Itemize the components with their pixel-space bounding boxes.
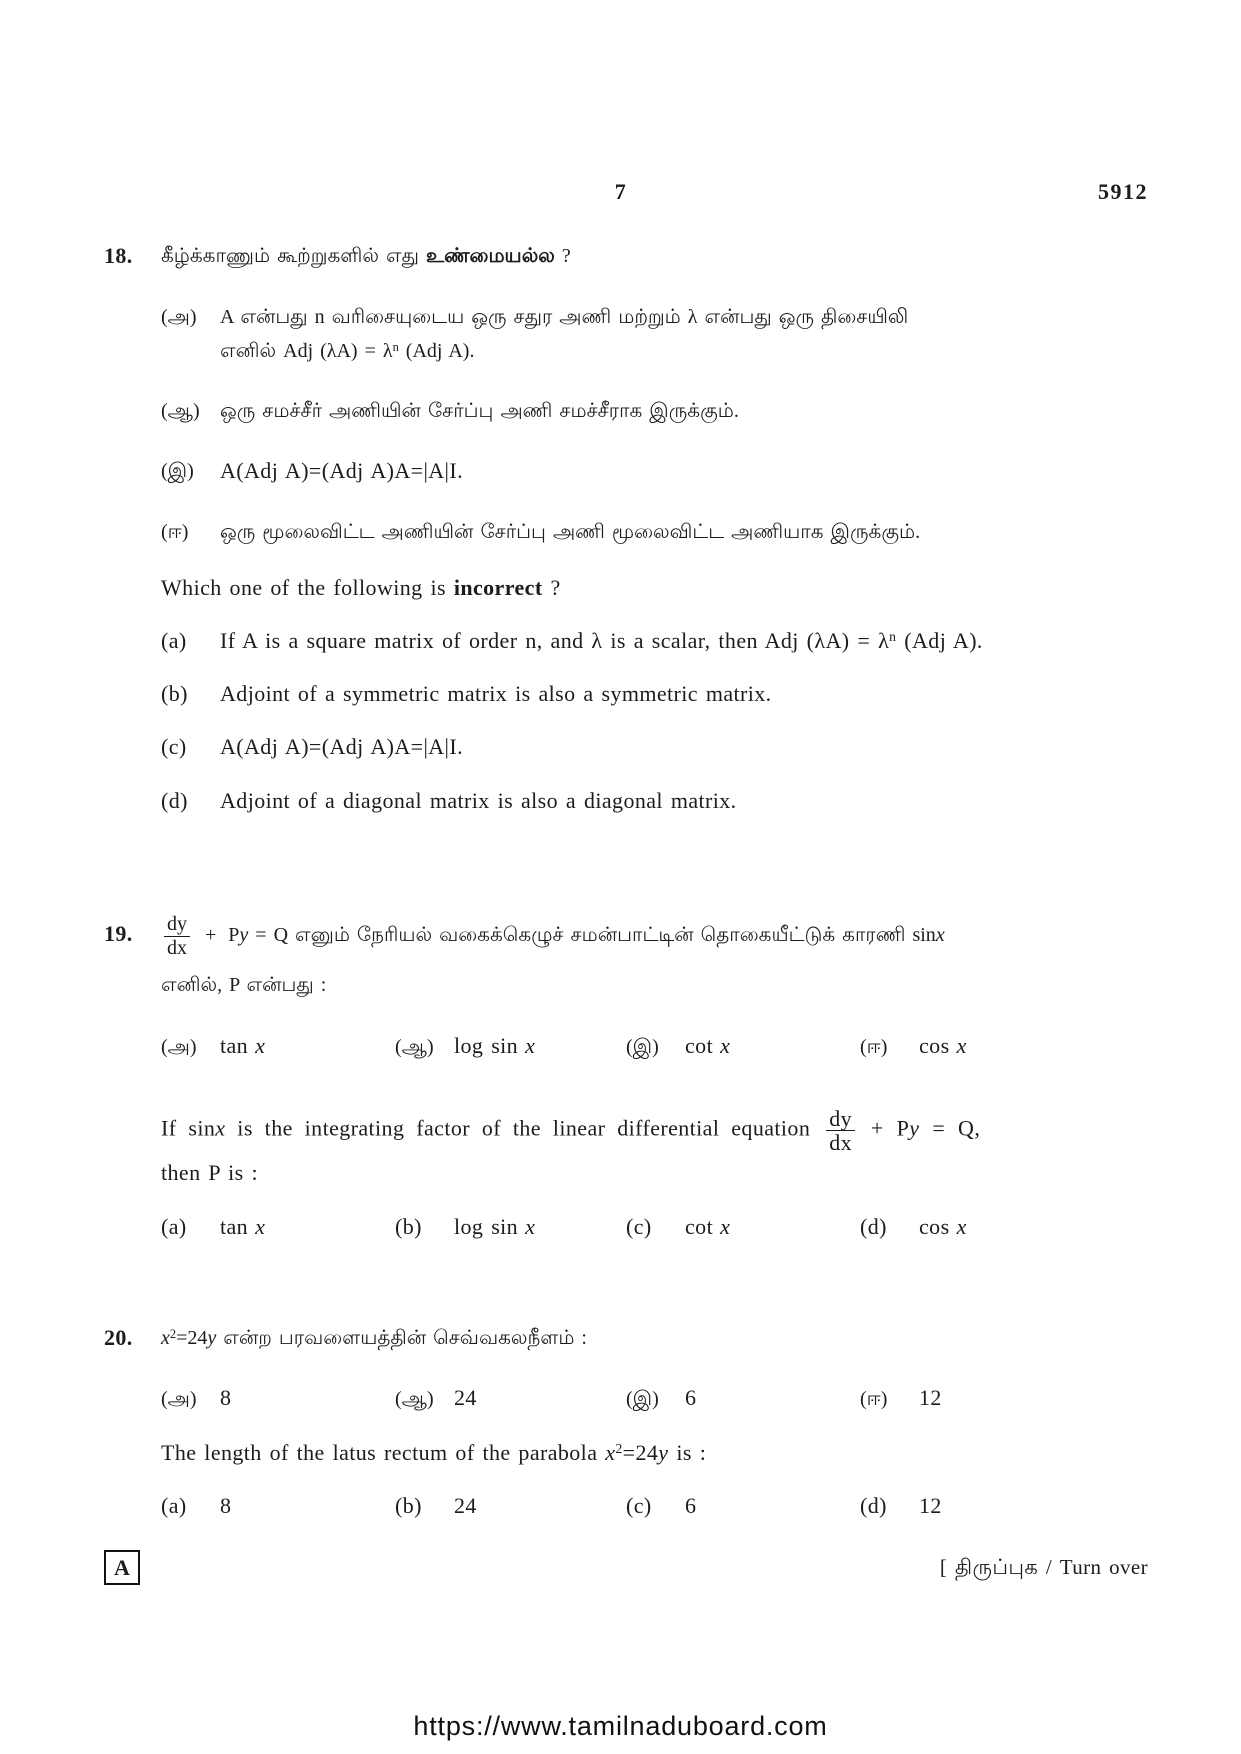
option-value: 12 — [919, 1493, 942, 1518]
paper-code: 5912 — [1098, 179, 1148, 204]
option — [395, 1033, 535, 1060]
option — [626, 1214, 730, 1240]
option-label: (b) — [395, 1493, 422, 1518]
turn-over-note: [ திருப்புக / Turn over — [939, 1555, 1148, 1579]
option-variable: x — [956, 1214, 967, 1239]
option — [161, 1385, 231, 1412]
question-20-english — [161, 1440, 706, 1466]
option-label: (d) — [161, 788, 188, 813]
option-function: log sin — [454, 1033, 519, 1058]
option-value: 24 — [454, 1385, 477, 1410]
question-text-continued: then P is : — [161, 1160, 258, 1185]
option — [860, 1385, 942, 1412]
option-label: (ஆ) — [161, 400, 200, 422]
series-box: A — [104, 1550, 140, 1585]
option-value: 12 — [919, 1385, 942, 1410]
question-number-18: 18. — [104, 243, 133, 268]
question-emphasis: உண்மையல்ல — [425, 245, 555, 267]
option-text: ஒரு சமச்சீர் அணியின் சேர்ப்பு அணி சமச்சீராக இருக்கும். — [220, 400, 739, 422]
question-number-19: 19. — [104, 921, 133, 946]
superscript: n — [889, 629, 897, 645]
option-value: 8 — [220, 1493, 232, 1518]
option-value: 6 — [685, 1385, 697, 1410]
equation-text: =24 — [622, 1440, 659, 1465]
question-text: ? — [542, 575, 561, 600]
option-label: (ஈ) — [161, 521, 189, 543]
option — [161, 1033, 265, 1060]
option-label: (அ) — [161, 306, 197, 328]
option-label: (d) — [860, 1214, 887, 1239]
question-text: is the integrating factor of the linear differential equation — [225, 1115, 811, 1141]
fraction-denominator: dx — [826, 1130, 855, 1154]
option — [395, 1385, 477, 1412]
variable: y — [207, 1327, 217, 1349]
derivative-fraction — [164, 913, 190, 960]
option-function: tan — [220, 1214, 249, 1239]
superscript: n — [392, 339, 399, 354]
question-20-tamil — [161, 1325, 587, 1351]
variable: x — [161, 1327, 170, 1349]
option-text-part: If A is a square matrix of order n, and λ is a scalar, then Adj (λA) = λ — [220, 628, 890, 653]
question-text: ? — [554, 245, 571, 267]
option-variable: x — [255, 1214, 266, 1239]
option-label: (ஆ) — [395, 1036, 434, 1058]
option-label: (ஈ) — [860, 1036, 888, 1058]
option-label: (c) — [161, 734, 187, 759]
option-label: (b) — [161, 681, 188, 706]
option-variable: x — [525, 1033, 536, 1058]
option-value: 8 — [220, 1385, 232, 1410]
question-text: = Q எனும் நேரியல் வகைக்கெழுச் சமன்பாட்டின் தொகையீட்டுக் காரணி sin — [248, 924, 936, 947]
option-label: (c) — [626, 1214, 652, 1239]
superscript: 2 — [615, 1441, 623, 1457]
equation-text: =24 — [176, 1327, 208, 1349]
option-label: (d) — [860, 1493, 887, 1518]
equation-text: = Q, — [919, 1115, 981, 1141]
option — [626, 1033, 730, 1060]
option-text: A(Adj A)=(Adj A)A=|A|I. — [220, 734, 463, 759]
option-label: (அ) — [161, 1388, 197, 1410]
option-label: (a) — [161, 1214, 187, 1239]
question-text: If sin — [161, 1115, 216, 1141]
option-text-part: (Adj A). — [896, 628, 983, 653]
question-19-tamil — [161, 913, 1171, 960]
option — [626, 1385, 696, 1412]
fraction-numerator: dy — [167, 913, 187, 935]
question-number-20: 20. — [104, 1325, 133, 1350]
option-text: ஒரு மூலைவிட்ட அணியின் சேர்ப்பு அணி மூலைவிட்ட அணியாக இருக்கும். — [220, 521, 921, 543]
option — [860, 1214, 967, 1240]
question-19-english — [161, 1107, 980, 1154]
equation-text: + P — [193, 924, 240, 947]
option-value: 24 — [454, 1493, 477, 1518]
option-text: Adjoint of a symmetric matrix is also a symmetric matrix. — [220, 681, 772, 706]
option — [161, 1214, 265, 1240]
option-variable: x — [720, 1214, 731, 1239]
option — [161, 1493, 231, 1519]
question-text: கீழ்க்காணும் கூற்றுகளில் எது — [161, 245, 426, 267]
derivative-fraction — [826, 1107, 855, 1154]
option-text: Adjoint of a diagonal matrix is also a diagonal matrix. — [220, 788, 737, 813]
option-label: (ஈ) — [860, 1388, 888, 1410]
question-emphasis: incorrect — [453, 575, 543, 600]
question-text: The length of the latus rectum of the parabola — [161, 1440, 606, 1465]
variable: x — [935, 924, 945, 947]
option-function: cot — [685, 1033, 714, 1058]
option-value: 6 — [685, 1493, 697, 1518]
option-label: (இ) — [626, 1036, 659, 1058]
question-text: is : — [668, 1440, 707, 1465]
variable: y — [658, 1440, 669, 1465]
question-18-english — [161, 575, 561, 601]
question-text-continued: எனில், P என்பது : — [161, 974, 327, 996]
option-text-continued — [220, 338, 474, 364]
source-url: https://www.tamilnaduboard.com — [413, 1711, 828, 1741]
question-text: Which one of the following is — [161, 575, 454, 600]
option-text: எனில் Adj (λA) = λ — [220, 340, 393, 362]
option-label: (b) — [395, 1214, 422, 1239]
option-text: A(Adj A)=(Adj A)A=|A|I. — [220, 458, 463, 483]
equation-text: + P — [858, 1115, 910, 1141]
option-variable: x — [255, 1033, 266, 1058]
option-variable: x — [720, 1033, 731, 1058]
option-label: (ஆ) — [395, 1388, 434, 1410]
option-label: (a) — [161, 1493, 187, 1518]
variable: y — [909, 1115, 920, 1141]
option-label: (இ) — [161, 460, 194, 482]
fraction-numerator: dy — [829, 1106, 853, 1131]
option-text — [220, 628, 983, 654]
option-variable: x — [525, 1214, 536, 1239]
page-number: 7 — [614, 179, 627, 204]
option-function: cos — [919, 1033, 950, 1058]
option-variable: x — [956, 1033, 967, 1058]
variable: x — [215, 1115, 226, 1141]
option — [395, 1493, 477, 1519]
option-function: log sin — [454, 1214, 519, 1239]
option-label: (அ) — [161, 1036, 197, 1058]
option-function: cos — [919, 1214, 950, 1239]
option — [860, 1033, 967, 1060]
option-label: (a) — [161, 628, 187, 653]
option — [395, 1214, 535, 1240]
fraction-denominator: dx — [164, 936, 190, 960]
option-function: cot — [685, 1214, 714, 1239]
option — [860, 1493, 942, 1519]
option-function: tan — [220, 1033, 249, 1058]
option-label: (இ) — [626, 1388, 659, 1410]
option-label: (c) — [626, 1493, 652, 1518]
option-text: (Adj A). — [398, 340, 475, 362]
question-18-tamil — [161, 243, 571, 269]
question-text: என்ற பரவளையத்தின் செவ்வகலநீளம் : — [216, 1327, 587, 1349]
superscript: 2 — [169, 1326, 177, 1341]
option-text: A என்பது n வரிசையுடைய ஒரு சதுர அணி மற்றும் λ என்பது ஒரு திசையிலி — [220, 306, 909, 328]
option — [626, 1493, 696, 1519]
variable: x — [605, 1440, 616, 1465]
variable: y — [239, 924, 249, 947]
